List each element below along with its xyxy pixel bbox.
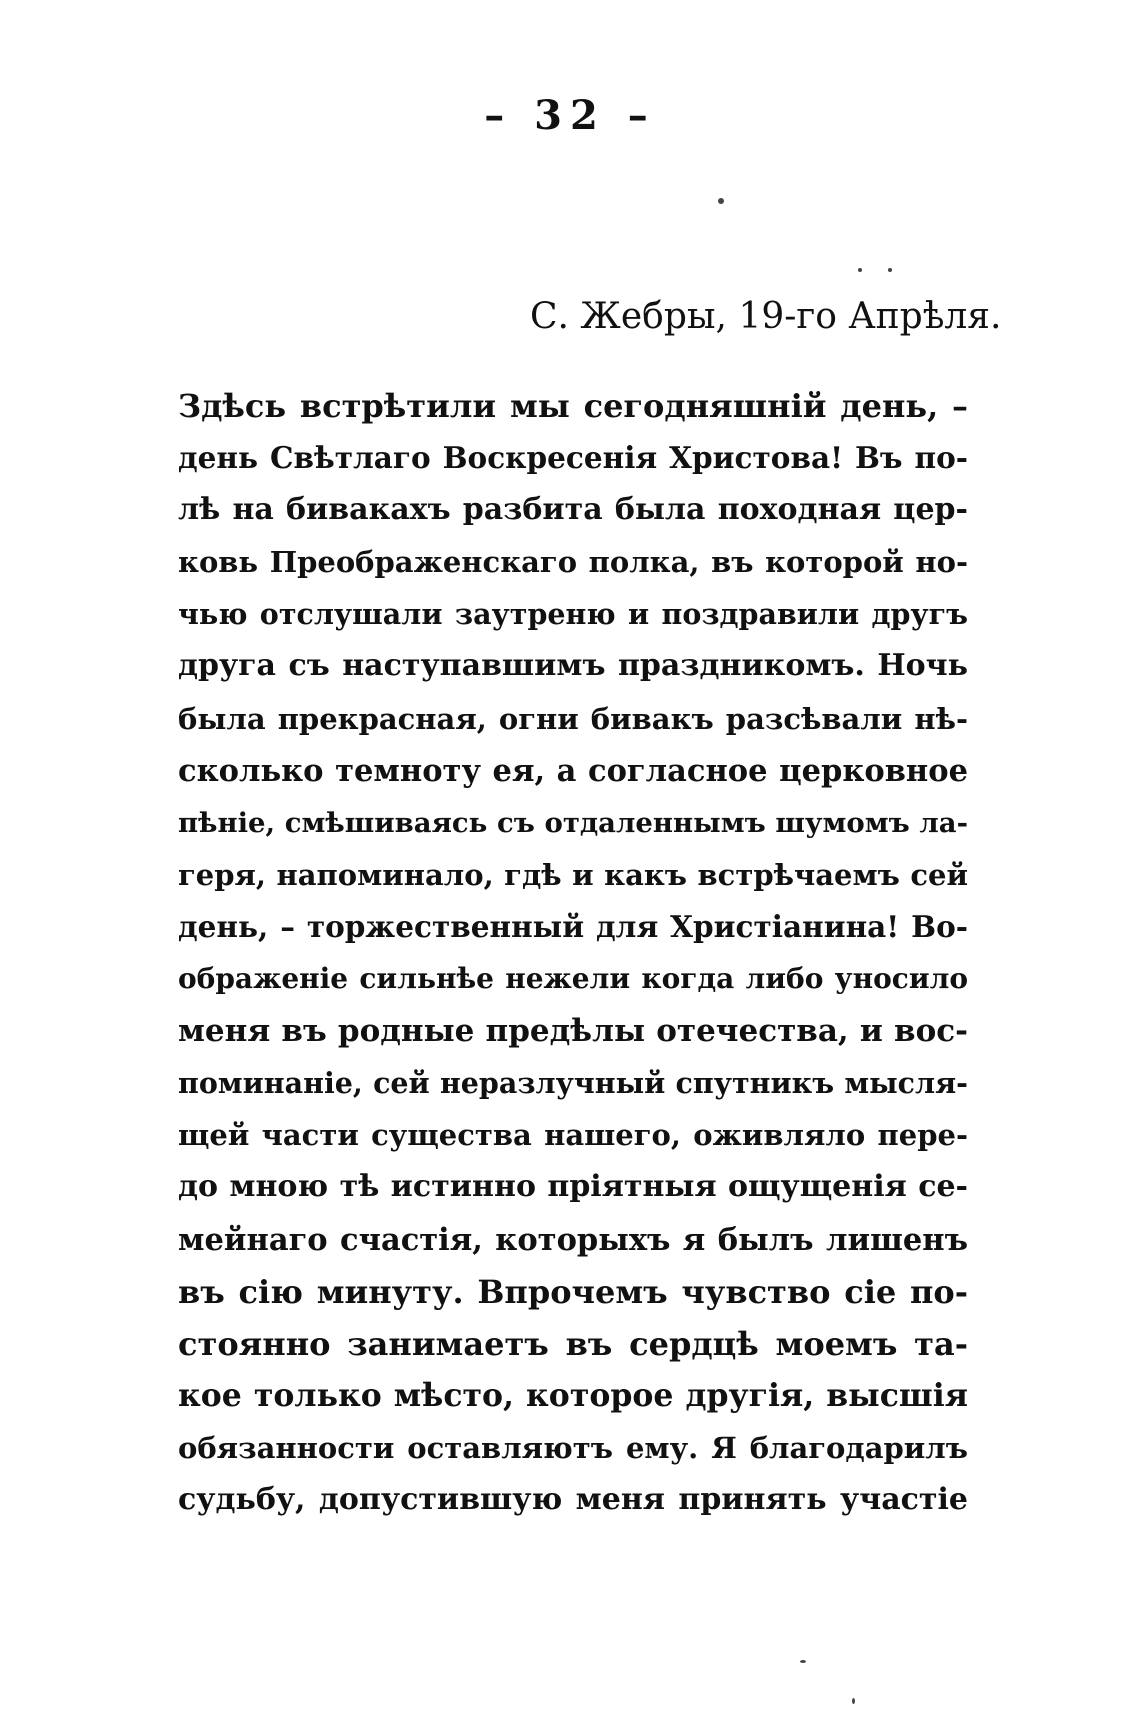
scan-speck <box>858 268 862 272</box>
text-line: кое только мѣсто, которое другія, высшія <box>178 1376 968 1414</box>
text-line: мейнаго счастія, которыхъ я былъ лишенъ <box>178 1221 968 1258</box>
scan-speck <box>888 268 892 272</box>
text-line: щей части существа нашего, оживляло пере- <box>178 1118 968 1153</box>
text-line: до мною тѣ истинно пріятныя ощущенія се- <box>178 1169 968 1205</box>
text-line: день Свѣтлаго Воскресенія Христова! Въ по- <box>178 440 968 476</box>
scan-speck <box>852 1698 855 1704</box>
text-line: ображеніе сильнѣе нежели когда либо уносило <box>178 962 968 996</box>
scan-speck <box>800 1660 806 1663</box>
text-line: геря, напоминало, гдѣ и какъ встрѣчаемъ сей <box>178 857 968 892</box>
text-line: лѣ на бивакахъ разбита была походная цер- <box>178 492 968 528</box>
text-line: въ сію минуту. Впрочемъ чувство сіе по- <box>178 1272 968 1311</box>
body-text <box>178 380 968 1526</box>
text-line: меня въ родные предѣлы отечества, и вос- <box>178 1013 968 1050</box>
text-line: чью отслушали заутреню и поздравили другъ <box>178 597 968 632</box>
dateline: С. Жебры, 19-го Апрѣля. <box>530 296 1002 337</box>
text-line: поминаніе, сей неразлучный спутникъ мысля- <box>178 1066 968 1101</box>
text-line: день, – торжественный для Христіанина! Во- <box>178 908 968 944</box>
text-line: пѣніе, смѣшиваясь съ отдаленнымъ шумомъ ла- <box>178 806 968 839</box>
text-line: сколько темноту ея, а согласное церковное <box>178 752 968 789</box>
text-line: стоянно занимаетъ въ сердцѣ моемъ та- <box>178 1324 968 1363</box>
text-line: Здѣсь встрѣтили мы сегодняшній день, – <box>178 387 968 425</box>
page-number: – 32 – <box>484 92 656 139</box>
text-line: судьбу, допустившую меня принять участіе <box>178 1481 968 1517</box>
text-line: обязанности оставляютъ ему. Я благодарилъ <box>178 1430 968 1465</box>
text-line: была прекрасная, огни бивакъ разсѣвали нѣ- <box>178 701 968 736</box>
text-line: друга съ наступавшимъ праздникомъ. Ночь <box>178 648 968 684</box>
scan-speck <box>718 198 724 204</box>
text-line: ковь Преображенскаго полка, въ которой но- <box>178 545 968 580</box>
